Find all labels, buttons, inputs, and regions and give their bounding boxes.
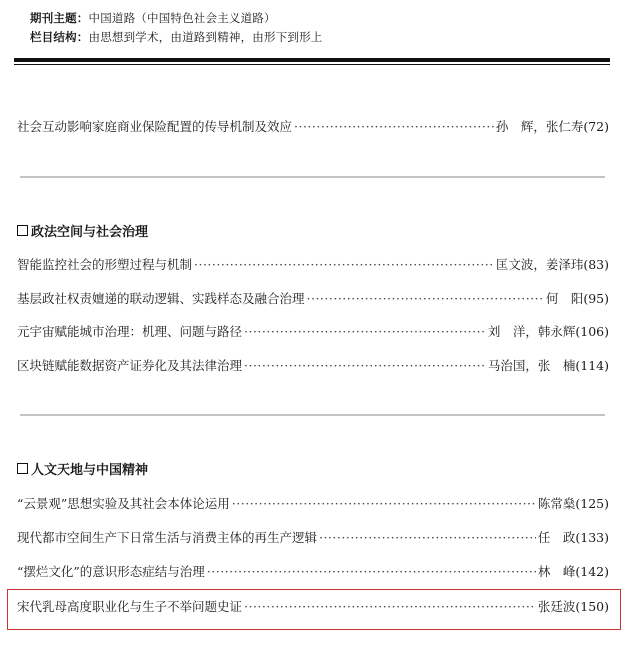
section-title: 人文天地与中国精神 xyxy=(31,463,149,478)
checkbox-square-icon xyxy=(17,225,28,236)
entry-title: “摆烂文化”的意识形态症结与治理 xyxy=(17,564,205,579)
entry-author: 陈常燊 xyxy=(537,496,576,511)
dot-leader xyxy=(307,291,544,306)
entry-author: 孙 辉，张仁寿 xyxy=(495,119,584,134)
toc-entry[interactable] xyxy=(17,562,609,580)
entry-author: 匡文波，姜泽玮 xyxy=(495,257,584,272)
dot-leader xyxy=(232,496,536,511)
entry-author: 刘 洋，韩永辉 xyxy=(487,324,576,339)
section-title: 政法空间与社会治理 xyxy=(31,225,149,240)
journal-header xyxy=(30,9,323,47)
section-divider xyxy=(20,176,605,178)
entry-author: 张廷波 xyxy=(537,599,576,614)
dot-leader xyxy=(319,530,536,545)
checkbox-square-icon xyxy=(17,463,28,474)
dot-leader xyxy=(244,324,486,339)
structure-value: 由思想到学术，由道路到精神，由形下到形上 xyxy=(88,30,323,44)
entry-author: 马治国，张 楠 xyxy=(487,358,576,373)
entry-title: 智能监控社会的形塑过程与机制 xyxy=(17,257,193,272)
section-heading xyxy=(17,221,148,240)
toc-entry[interactable] xyxy=(17,289,609,307)
entry-page: (106) xyxy=(575,324,609,339)
structure-label: 栏目结构： xyxy=(30,30,89,44)
dot-leader xyxy=(194,257,494,272)
entry-author: 任 政 xyxy=(537,530,576,545)
entry-title: 社会互动影响家庭商业保险配置的传导机制及效应 xyxy=(17,119,293,134)
entry-title: “云景观”思想实验及其社会本体论运用 xyxy=(17,496,230,511)
theme-line xyxy=(30,9,323,28)
header-rule-thick xyxy=(14,58,610,62)
toc-entry[interactable] xyxy=(17,528,609,546)
entry-page: (114) xyxy=(575,358,609,373)
entry-title: 现代都市空间生产下日常生活与消费主体的再生产逻辑 xyxy=(17,530,318,545)
dot-leader xyxy=(244,358,486,373)
entry-page: (95) xyxy=(583,291,609,306)
entry-author: 林 峰 xyxy=(537,564,576,579)
entry-page: (72) xyxy=(583,119,609,134)
entry-page: (133) xyxy=(575,530,609,545)
toc-entry[interactable] xyxy=(17,117,609,135)
dot-leader xyxy=(207,564,536,579)
entry-page: (142) xyxy=(575,564,609,579)
section-divider xyxy=(20,414,605,416)
toc-entry[interactable] xyxy=(17,494,609,512)
entry-author: 何 阳 xyxy=(545,291,584,306)
entry-page: (125) xyxy=(575,496,609,511)
header-rule-thin xyxy=(14,64,610,65)
section-heading xyxy=(17,459,148,478)
theme-label: 期刊主题： xyxy=(30,11,89,25)
dot-leader xyxy=(294,119,494,134)
entry-page: (83) xyxy=(583,257,609,272)
toc-entry[interactable] xyxy=(17,322,609,340)
toc-entry[interactable] xyxy=(17,356,609,374)
entry-title: 区块链赋能数据资产证券化及其法律治理 xyxy=(17,358,243,373)
theme-value: 中国道路（中国特色社会主义道路） xyxy=(88,11,276,25)
highlight-box xyxy=(7,589,621,630)
toc-entry[interactable] xyxy=(17,255,609,273)
structure-line xyxy=(30,28,323,47)
entry-title: 基层政社权责嬗递的联动逻辑、实践样态及融合治理 xyxy=(17,291,305,306)
entry-title: 元宇宙赋能城市治理：机理、问题与路径 xyxy=(17,324,243,339)
entry-title: 宋代乳母高度职业化与生子不举问题史证 xyxy=(17,599,243,614)
entry-page: (150) xyxy=(575,599,609,614)
